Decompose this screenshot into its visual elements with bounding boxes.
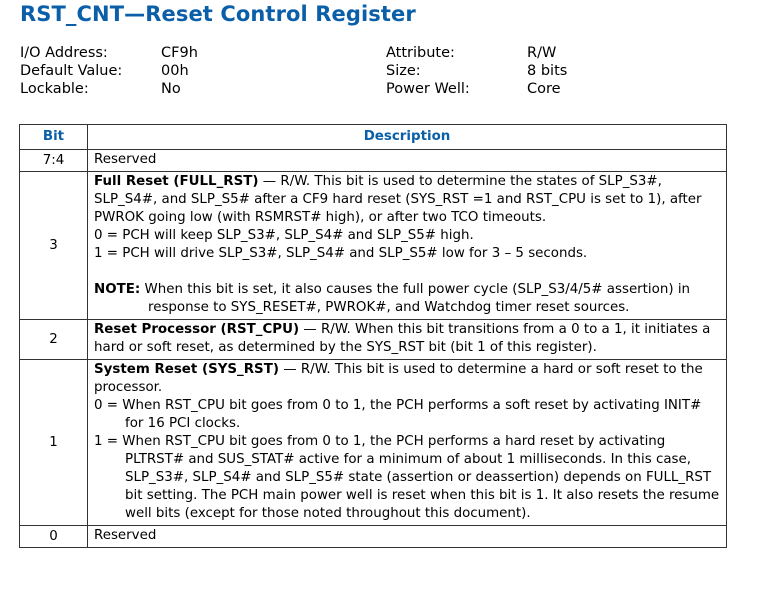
table-header-row (20, 125, 727, 150)
bit-cell: 3 (20, 172, 88, 320)
attribute-label: Attribute: (386, 45, 455, 61)
field-name: System Reset (SYS_RST) (94, 362, 279, 377)
default-value-value: 00h (161, 63, 189, 79)
bit-cell: 2 (20, 320, 88, 360)
lockable-value: No (161, 81, 181, 97)
io-address-label: I/O Address: (20, 45, 108, 61)
bit-cell: 7:4 (20, 150, 88, 172)
table-row (20, 526, 727, 548)
option-1: 1 = When RST_CPU bit goes from 0 to 1, the PCH performs a hard reset by activating PLTRST# and SUS_STAT# active for a minimum of about 1 milliseconds. In this case, SLP_S3#, SLP_S4# and SLP_S5# state (assertion or deassertion) depends on FULL_RST bit setting. The PCH main power well is reset when this bit is 1. It also resets the resume well bits (except for those noted throughout this document). (94, 434, 720, 521)
field-description (94, 361, 722, 397)
note (94, 281, 722, 317)
table-row (20, 360, 727, 526)
note-text: When this bit is set, it also causes the full power cycle (SLP_S3/4/5# assertion) in response to SYS_RESET#, PWROK#, and Watchdog timer reset sources. (140, 282, 691, 315)
field-text: — R/W. When this bit transitions from a 0 to a 1, it initiates a hard or soft reset, as determined by the SYS_RST bit (bit 1 of this register). (94, 322, 711, 355)
table-row (20, 172, 727, 320)
field-description (94, 173, 722, 227)
io-address-value: CF9h (161, 45, 198, 61)
description-cell: Reserved (88, 526, 727, 548)
register-info-values-right (527, 44, 567, 98)
field-text: — R/W. This bit is used to determine the states of SLP_S3#, SLP_S4#, and SLP_S5# after a CF9 hard reset (SYS_RST =1 and RST_CPU is set to 1), after PWROK going low (with RSMRST# high), or after two TCO timeouts. (94, 174, 702, 225)
field-text: — R/W. This bit is used to determine a hard or soft reset to the processor. (94, 362, 703, 395)
description-cell (88, 360, 727, 526)
register-info-labels-right (386, 44, 470, 98)
field-name: Full Reset (FULL_RST) (94, 174, 259, 189)
description-cell (88, 320, 727, 360)
field-name: Reset Processor (RST_CPU) (94, 322, 300, 337)
lockable-label: Lockable: (20, 81, 89, 97)
description-cell (88, 172, 727, 320)
description-column-header: Description (88, 125, 727, 150)
register-info-values-left (161, 44, 198, 98)
option-1: 1 = PCH will drive SLP_S3#, SLP_S4# and SLP_S5# low for 3 – 5 seconds. (94, 246, 588, 261)
description-cell: Reserved (88, 150, 727, 172)
table-row (20, 320, 727, 360)
power-well-label: Power Well: (386, 81, 470, 97)
bit-column-header: Bit (20, 125, 88, 150)
default-value-label: Default Value: (20, 63, 123, 79)
bit-cell: 1 (20, 360, 88, 526)
note-label: NOTE: (94, 282, 141, 297)
register-info-labels-left (20, 44, 122, 98)
option-0: 0 = PCH will keep SLP_S3#, SLP_S4# and SLP_S5# high. (94, 228, 474, 243)
size-label: Size: (386, 63, 421, 79)
power-well-value: Core (527, 81, 561, 97)
register-bit-table (19, 124, 727, 548)
page-title: RST_CNT—Reset Control Register (20, 2, 416, 26)
attribute-value: R/W (527, 45, 557, 61)
size-value: 8 bits (527, 63, 568, 79)
bit-cell: 0 (20, 526, 88, 548)
option-0: 0 = When RST_CPU bit goes from 0 to 1, the PCH performs a soft reset by activating INIT# for 16 PCI clocks. (94, 398, 702, 431)
table-row (20, 150, 727, 172)
field-description (94, 321, 722, 357)
